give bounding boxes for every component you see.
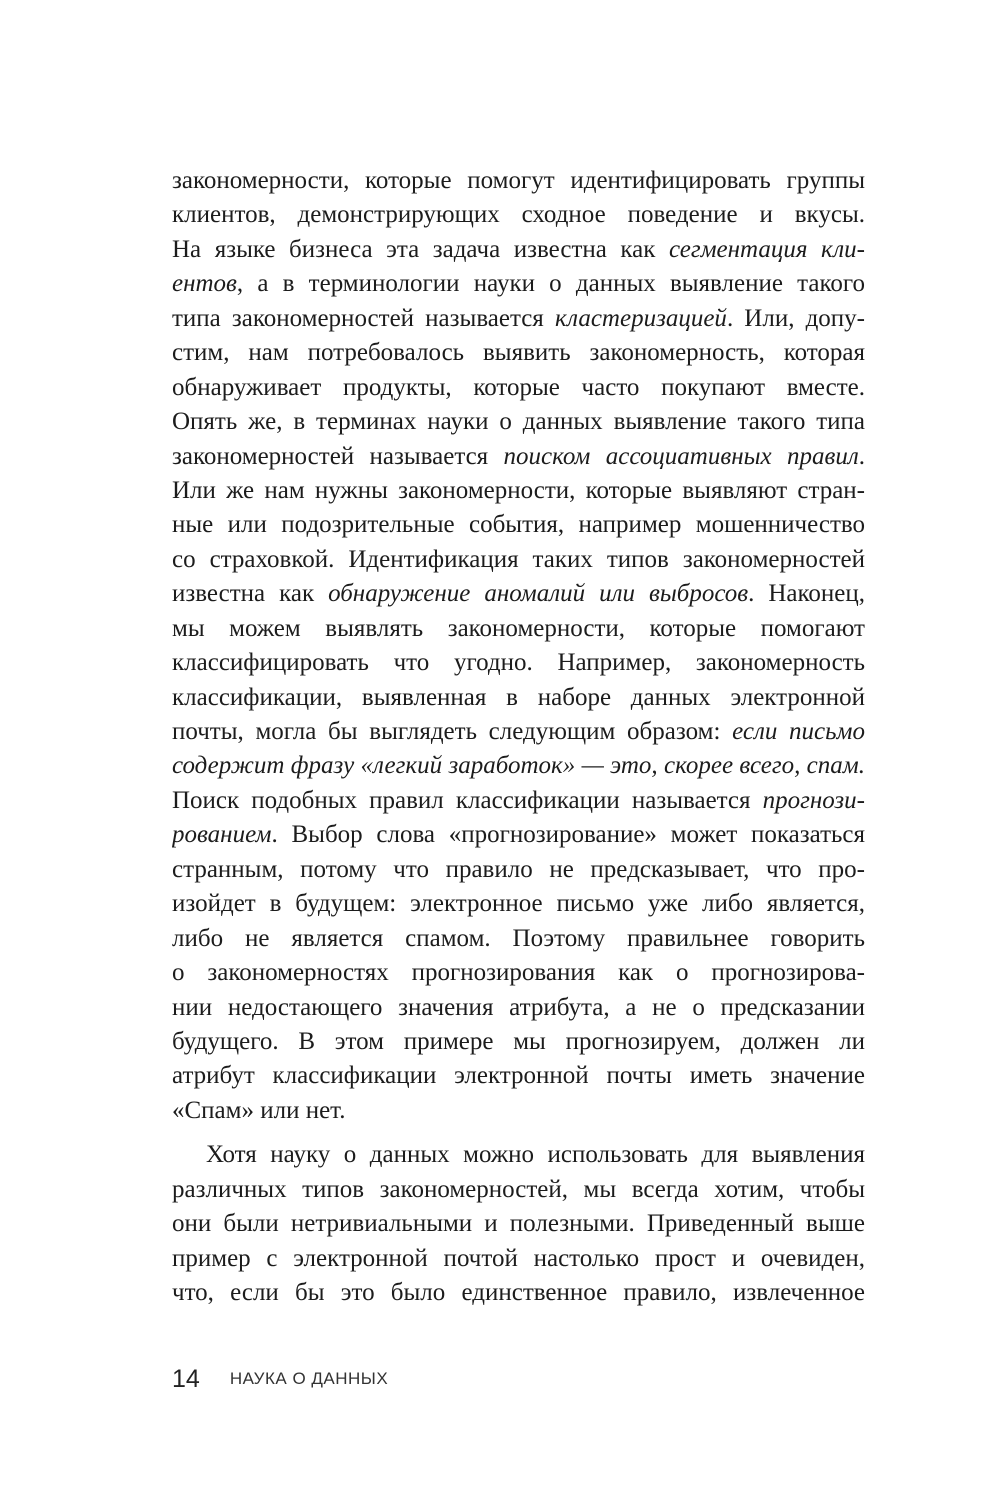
text-line — [172, 956, 865, 990]
text-segment: они были нетривиальными и полезными. Приведенный выше — [172, 1210, 865, 1238]
text-line — [172, 784, 865, 818]
text-line — [172, 612, 865, 646]
text-segment: . Или, допу- — [726, 304, 865, 332]
italic-term: если письмо — [732, 718, 865, 745]
text-line — [172, 1138, 865, 1172]
text-line — [172, 646, 865, 680]
text-line — [172, 371, 865, 405]
text-segment: нии недостающего значения атрибута, а не о предсказании — [172, 993, 865, 1021]
text-segment: классифицировать что угодно. Например, закономерность — [172, 649, 865, 677]
body-text — [172, 164, 865, 1310]
text-segment: клиентов, демонстрирующих сходное поведение и вкусы. — [172, 201, 865, 229]
text-line — [172, 1094, 865, 1128]
text-line — [172, 474, 865, 508]
italic-term: прогнози- — [762, 786, 865, 814]
text-line — [172, 887, 865, 921]
text-line — [172, 1276, 865, 1310]
text-line — [172, 818, 865, 852]
text-line — [172, 715, 865, 749]
italic-term: рованием — [172, 821, 272, 849]
text-segment: «Спам» или нет. — [172, 1096, 346, 1124]
text-segment: различных типов закономерностей, мы всегда хотим, чтобы — [172, 1175, 865, 1203]
text-segment: . — [858, 442, 865, 470]
text-segment: Опять же, в терминах науки о данных выявление такого типа — [172, 408, 865, 436]
text-segment: Или же нам нужны закономерности, которые выявляют стран- — [172, 476, 865, 504]
text-segment: известна как — [172, 580, 329, 608]
text-segment: ные или подозрительные события, например мошенничество — [172, 511, 865, 539]
text-segment: что, если бы это было единственное правило, извлеченное — [172, 1279, 865, 1306]
italic-term: кластеризацией — [554, 304, 727, 332]
paragraph — [172, 1138, 865, 1310]
text-segment: пример с электронной почтой настолько прост и очевиден, — [172, 1244, 865, 1272]
text-segment: изойдет в будущем: электронное письмо уже либо является, — [172, 890, 865, 918]
text-segment: Хотя науку о данных можно использовать для выявления — [206, 1141, 865, 1169]
text-segment: классификации, выявленная в наборе данных электронной — [172, 683, 865, 711]
text-segment: типа закономерностей называется — [172, 304, 555, 332]
text-line — [172, 267, 865, 301]
text-segment: мы можем выявлять закономерности, которые помогают — [172, 614, 865, 642]
text-line — [172, 991, 865, 1025]
text-line — [172, 1025, 865, 1059]
text-line — [172, 853, 865, 887]
text-line — [172, 440, 865, 474]
paragraph — [172, 164, 865, 1128]
page-number: 14 — [172, 1364, 200, 1393]
text-segment: будущего. В этом примере мы прогнозируем, должен ли — [172, 1027, 865, 1055]
text-line — [172, 1207, 865, 1241]
text-segment: На языке бизнеса эта задача известна как — [172, 235, 669, 263]
text-segment: закономерностей называется — [172, 442, 504, 470]
text-line — [172, 749, 865, 783]
text-line — [172, 508, 865, 542]
text-line — [172, 577, 865, 611]
text-segment: о закономерностях прогнозирования как о прогнозирова- — [172, 959, 865, 987]
text-segment: стим, нам потребовалось выявить закономерность, которая — [172, 339, 865, 367]
text-line — [172, 543, 865, 577]
running-title: НАУКА О ДАННЫХ — [229, 1369, 389, 1388]
text-segment: , а в терминологии науки о данных выявление такого — [236, 270, 865, 298]
text-line — [172, 336, 865, 370]
italic-term: ентов — [172, 270, 237, 298]
italic-term: сегментация кли- — [668, 235, 865, 263]
text-segment: закономерности, которые помогут идентифицировать группы — [172, 167, 865, 194]
text-segment: . Наконец, — [748, 580, 865, 608]
text-segment: Поиск подобных правил классификации называется — [172, 786, 763, 814]
text-segment: атрибут классификации электронной почты иметь значение — [172, 1062, 865, 1090]
text-line — [172, 922, 865, 956]
text-line — [172, 233, 865, 267]
text-segment: странным, потому что правило не предсказывает, что про- — [172, 855, 865, 883]
italic-term: содержит фразу «легкий заработок» — это, скорее всего, спам. — [172, 752, 865, 780]
text-segment: почты, могла бы выглядеть следующим образом: — [172, 718, 733, 745]
text-segment: . Выбор слова «прогнозирование» может показаться — [271, 821, 865, 849]
text-line — [172, 164, 865, 198]
text-line — [172, 1242, 865, 1276]
text-segment: либо не является спамом. Поэтому правильнее говорить — [172, 924, 865, 952]
text-segment: со страховкой. Идентификация таких типов закономерностей — [172, 545, 865, 573]
italic-term: обнаружение аномалий или выбросов — [328, 580, 749, 608]
text-line — [172, 681, 865, 715]
italic-term: поиском ассоциативных правил — [503, 442, 859, 470]
text-line — [172, 1173, 865, 1207]
text-segment: обнаруживает продукты, которые часто покупают вместе. — [172, 373, 865, 401]
page-footer — [172, 1362, 388, 1396]
text-line — [172, 198, 865, 232]
text-line — [172, 405, 865, 439]
text-line — [172, 1059, 865, 1093]
text-line — [172, 302, 865, 336]
